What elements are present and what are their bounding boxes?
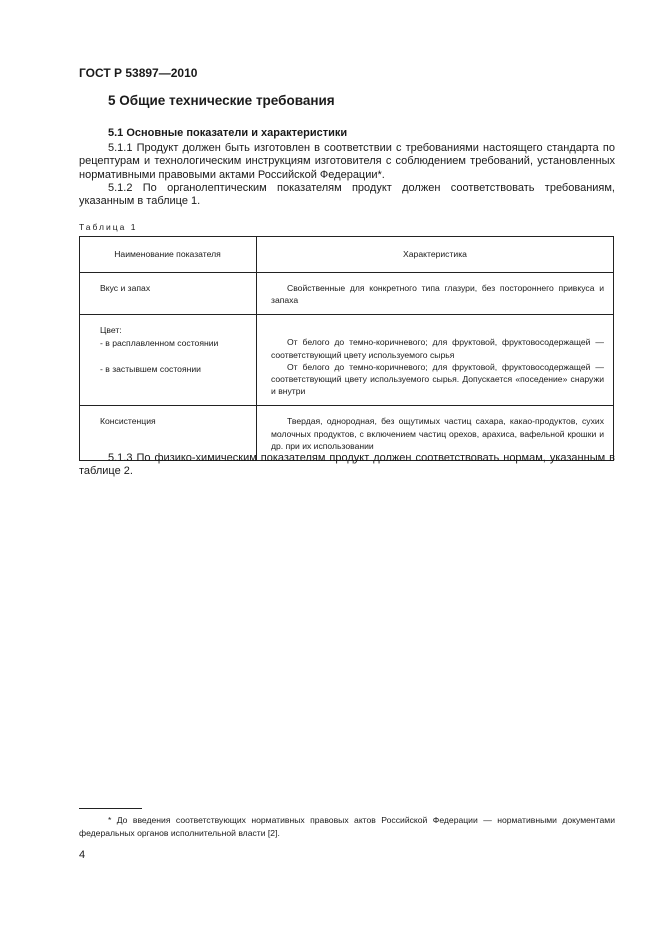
subsection-title: 5.1 Основные показатели и характеристики — [108, 127, 348, 139]
paragraph-5-1-2: 5.1.2 По органолептическим показателям продукт должен соответствовать требованиям, указанным в таблице 1. — [79, 182, 615, 208]
characteristic-value — [257, 273, 614, 315]
table-row — [80, 273, 614, 315]
footnote-divider — [79, 808, 142, 809]
indicator-sublabel: - в расплавленном состоянии — [100, 337, 219, 348]
indicator-sublabel: - в застывшем состоянии — [100, 363, 201, 374]
characteristic-text: Твердая, однородная, без ощутимых частиц сахара, какао-продуктов, сухих молочных продуктов, с включением частиц орехов, арахиса, вафельной крошки и др. при их использовании — [271, 416, 604, 451]
table-1 — [79, 236, 614, 461]
indicator-label: Цвет: — [100, 325, 122, 336]
footnote: * До введения соответствующих нормативных правовых актов Российской Федерации — нормативными документами федеральных органов исполнительной власти [2]. — [79, 815, 615, 838]
document-id: ГОСТ Р 53897—2010 — [79, 66, 198, 80]
characteristic-text: От белого до темно-коричневого; для фруктовой, фруктовосодержащей — соответствующий цвету используемого сырья. Допускается «поседение» снаружи и внутри — [271, 361, 604, 397]
table-row — [80, 315, 614, 406]
indicator-name — [80, 315, 257, 406]
paragraph-5-1-3: 5.1.3 По физико-химическим показателям продукт должен соответствовать нормам, указанным в таблице 2. — [79, 452, 615, 478]
page-number: 4 — [79, 849, 86, 861]
column-header-indicator: Наименование показателя — [80, 237, 257, 273]
characteristic-text: Свойственные для конкретного типа глазури, без постороннего привкуса и запаха — [271, 283, 604, 306]
column-header-characteristic: Характеристика — [257, 237, 614, 273]
characteristic-value — [257, 315, 614, 406]
indicator-name: Вкус и запах — [80, 273, 257, 315]
table-caption: Таблица 1 — [79, 222, 138, 232]
table-header-row — [80, 237, 614, 273]
characteristic-text: От белого до темно-коричневого; для фруктовой, фруктовосодержащей — соответствующий цвету используемого сырья — [271, 337, 604, 360]
section-title: 5 Общие технические требования — [108, 93, 335, 108]
indicator-name: Консистенция — [80, 406, 257, 461]
paragraph-5-1-1: 5.1.1 Продукт должен быть изготовлен в соответствии с требованиями настоящего стандарта по рецептурам и технологическим инструкциям изготовителя с соблюдением требований, установленных нормативными правовыми актами Российской Федерации*. — [79, 142, 615, 181]
